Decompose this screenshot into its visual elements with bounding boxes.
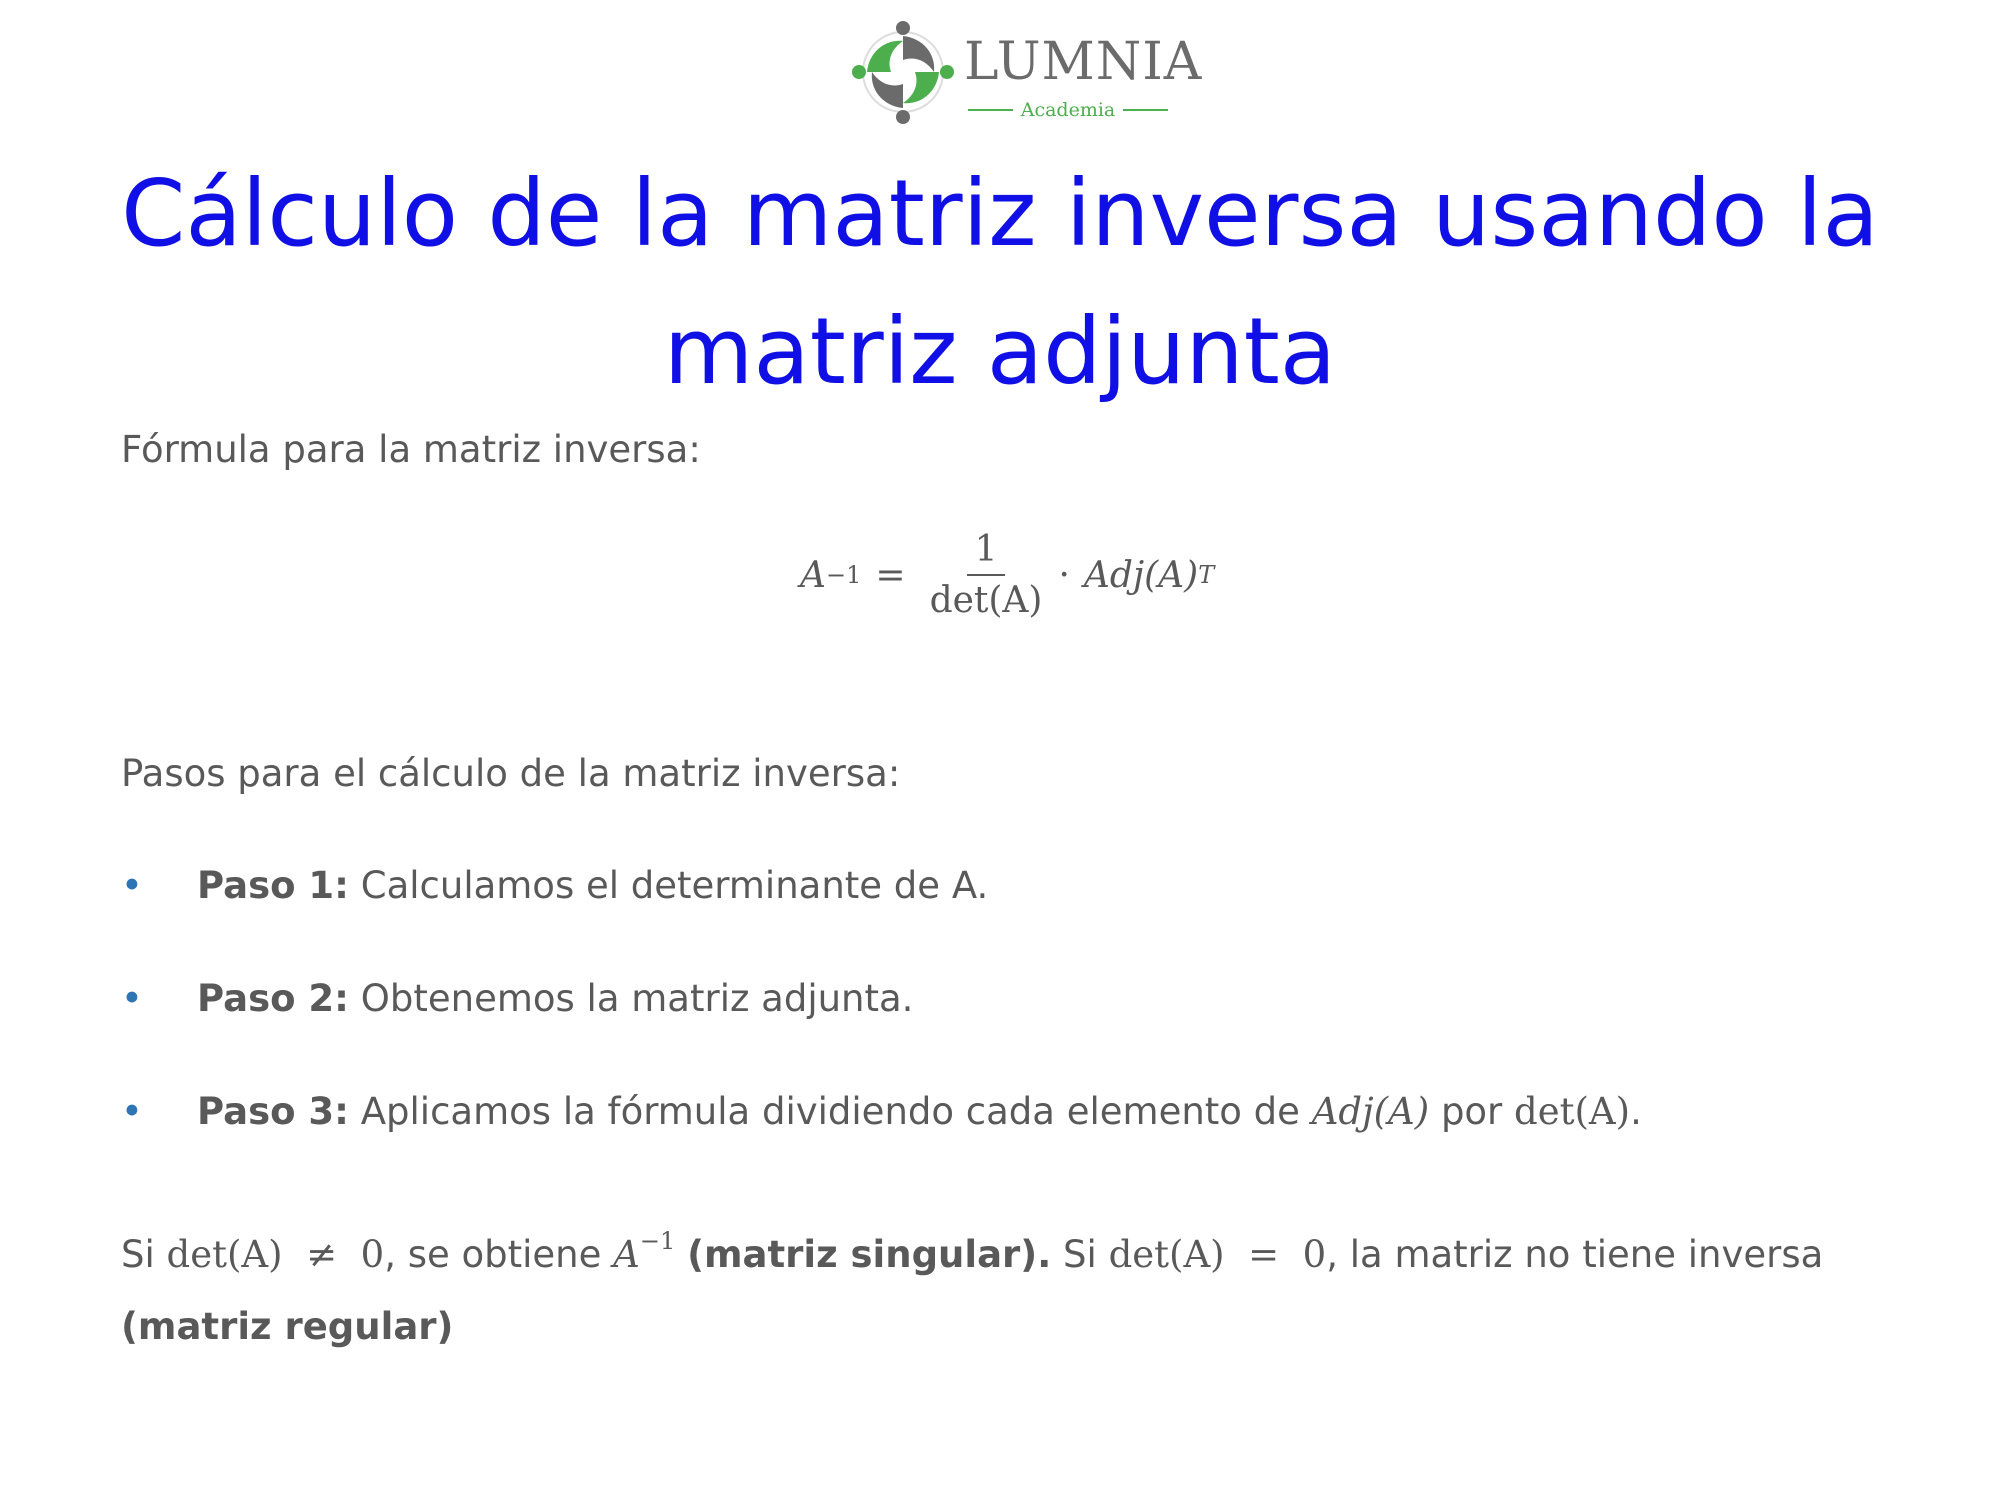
conclusion-math-inverse-exp: −1 [639, 1227, 676, 1255]
steps-intro: Pasos para el cálculo de la matriz inversa: [121, 752, 901, 795]
conclusion-text-3: Si [1063, 1233, 1097, 1276]
conclusion-bold-regular: (matriz regular) [121, 1305, 454, 1348]
formula-dot: · [1058, 554, 1070, 596]
formula-fraction [930, 529, 1043, 621]
bullet-icon: • [121, 977, 143, 1020]
formula-lhs-exponent: −1 [826, 561, 862, 589]
formula-denominator: det(A) [929, 580, 1043, 621]
bullet-icon: • [121, 864, 143, 907]
step-1 [197, 864, 988, 907]
conclusion-text-4: , la matriz no tiene inversa [1326, 1233, 1824, 1276]
formula-rhs-exponent: T [1198, 561, 1215, 589]
step-2 [197, 977, 913, 1020]
step-2-text: Obtenemos la matriz adjunta. [360, 977, 914, 1020]
formula-rhs: Adj(A) [1083, 554, 1199, 596]
step-3-text-b: por [1440, 1090, 1503, 1133]
brand-subtitle-row [968, 98, 1168, 122]
inverse-formula [800, 520, 1214, 630]
formula-intro: Fórmula para la matriz inversa: [121, 428, 701, 471]
conclusion-math-det-ne: det(A) ≠ 0 [166, 1233, 385, 1276]
brand-divider [968, 109, 1013, 111]
brand-divider [1123, 109, 1168, 111]
brand-subtitle: Academia [1020, 99, 1116, 121]
step-3-math-det: det(A) [1514, 1090, 1631, 1133]
page-title: Cálculo de la matriz inversa usando la matriz adjunta [121, 160, 1879, 405]
bullet-icon: • [121, 1090, 143, 1133]
conclusion-bold-singular: (matriz singular). [687, 1233, 1052, 1276]
formula-lhs: A [800, 554, 826, 596]
lumnia-logo [848, 16, 1203, 131]
formula-numerator: 1 [967, 529, 1006, 576]
step-3-text-c: . [1630, 1090, 1642, 1133]
formula-equals: = [875, 554, 906, 596]
step-1-label: Paso 1: [197, 864, 349, 907]
step-3-math-adj: Adj(A) [1311, 1090, 1430, 1133]
step-1-text: Calculamos el determinante de A. [360, 864, 989, 907]
step-3-label: Paso 3: [197, 1090, 349, 1133]
step-2-label: Paso 2: [197, 977, 349, 1020]
lumnia-emblem-icon [848, 16, 958, 131]
brand-name: LUMNIA [964, 32, 1203, 92]
conclusion-paragraph [121, 1205, 1901, 1363]
conclusion-math-inverse: A [613, 1233, 640, 1276]
conclusion-text-1: Si [121, 1233, 155, 1276]
step-3 [197, 1090, 1642, 1133]
conclusion-text-2: , se obtiene [384, 1233, 602, 1276]
step-3-text-a: Aplicamos la fórmula dividiendo cada elemento de [360, 1090, 1300, 1133]
conclusion-math-det-eq: det(A) = 0 [1108, 1233, 1327, 1276]
